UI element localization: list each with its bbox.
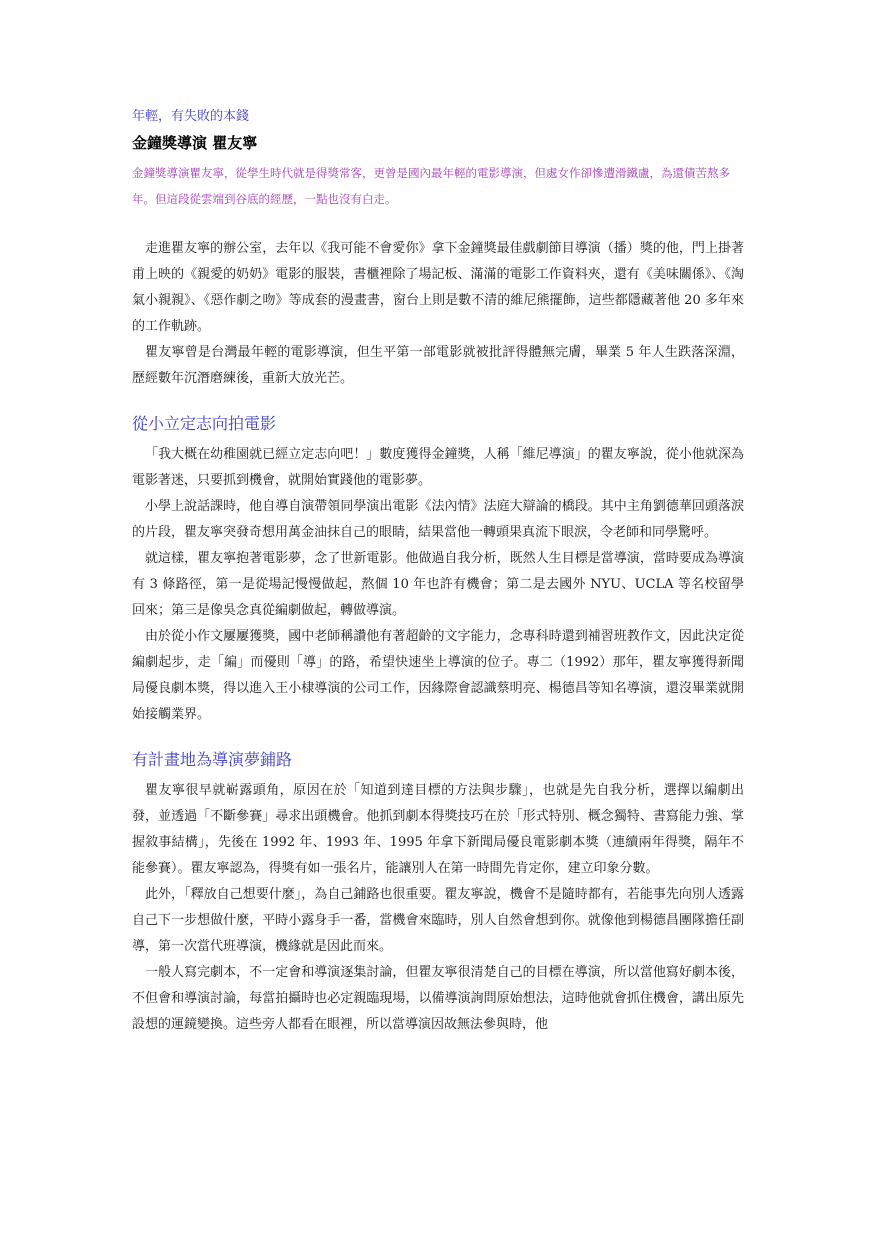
article-kicker: 年輕，有失敗的本錢: [132, 109, 250, 124]
section-paragraph: 此外，「釋放自己想要什麼」，為自己鋪路也很重要。瞿友寧說，機會不是隨時都有，若能事先向別人透露自己下一步想做什麼，平時小露身手一番，當機會來臨時，別人自然會想到你。就像他到楊德昌團隊擔任副導，第一次當代班導演，機緣就是因此而來。: [132, 887, 744, 954]
intro-paragraph: 走進瞿友寧的辦公室，去年以《我可能不會愛你》拿下金鐘獎最佳戲劇節目導演（播）獎的他，門上掛著甫上映的《親愛的奶奶》電影的服裝，書櫃裡除了場記板、滿滿的電影工作資料夾，還有《美味關係》、《淘氣小親親》、《惡作劇之吻》等成套的漫畫書，窗台上則是數不清的維尼熊擺飾，這些都隱藏著他 20 多年來的工作軌跡。: [132, 241, 744, 334]
section-title: 從小立定志向拍電影: [132, 414, 277, 433]
section-title: 有計畫地為導演夢鋪路: [132, 750, 293, 769]
article-lead: 金鐘獎導演瞿友寧，從學生時代就是得獎常客，更曾是國內最年輕的電影導演，但處女作卻慘遭滑鐵盧，為還債苦熬多年。但這段從雲端到谷底的經歷，一點也沒有白走。: [132, 166, 730, 206]
article: [132, 108, 744, 1038]
section-paragraph: 一般人寫完劇本，不一定會和導演逐集討論，但瞿友寧很清楚自己的目標在導演，所以當他寫好劇本後，不但會和導演討論，每當拍攝時也必定親臨現場，以備導演詢問原始想法，這時他就會抓住機會，講出原先設想的運鏡變換。這些旁人都看在眼裡，所以當導演因故無法參與時，他: [132, 965, 744, 1032]
article-headline: 金鐘獎導演 瞿友寧: [132, 134, 258, 152]
section-paragraph: 瞿友寧很早就嶄露頭角，原因在於「知道到達目標的方法與步驟」，也就是先自我分析，選擇以編劇出發，並透過「不斷參賽」尋求出頭機會。他抓到劇本得獎技巧在於「形式特別、概念獨特、書寫能力強、掌握敘事結構」，先後在 1992 年、1993 年、1995 年拿下新聞局優良電影劇本獎（連續兩年得獎，隔年不能參賽）。瞿友寧認為，得獎有如一張名片，能讓別人在第一時間先肯定你，建立印象分數。: [132, 783, 744, 876]
section-paragraph: 由於從小作文屢屢獲獎，國中老師稱讚他有著超齡的文字能力，念專科時還到補習班教作文，因此決定從編劇起步，走「編」而優則「導」的路，希望快速坐上導演的位子。專二（1992）那年，瞿友寧獲得新聞局優良劇本獎，得以進入王小棣導演的公司工作，因緣際會認識蔡明亮、楊德昌等知名導演，還沒畢業就開始接觸業界。: [132, 629, 744, 722]
section-paragraph: 就這樣，瞿友寧抱著電影夢，念了世新電影。他做過自我分析，既然人生目標是當導演，當時要成為導演有 3 條路徑，第一是從場記慢慢做起，熬個 10 年也許有機會；第二是去國外 NYU、UCLA 等名校留學回來；第三是像吳念真從編劇做起，轉做導演。: [132, 551, 744, 618]
section-paragraph: 小學上說話課時，他自導自演帶領同學演出電影《法內情》法庭大辯論的橋段。其中主角劉德華回頭落淚的片段，瞿友寧突發奇想用萬金油抹自己的眼睛，結果當他一轉頭果真流下眼淚，令老師和同學驚呼。: [132, 499, 744, 540]
intro-paragraph: 瞿友寧曾是台灣最年輕的電影導演，但生平第一部電影就被批評得體無完膚，畢業 5 年人生跌落深淵，歷經數年沉潛磨練後，重新大放光芒。: [132, 345, 744, 386]
section-paragraph: 「我大概在幼稚園就已經立定志向吧！」數度獲得金鐘獎，人稱「維尼導演」的瞿友寧說，從小他就深為電影著迷，只要抓到機會，就開始實踐他的電影夢。: [132, 447, 744, 488]
